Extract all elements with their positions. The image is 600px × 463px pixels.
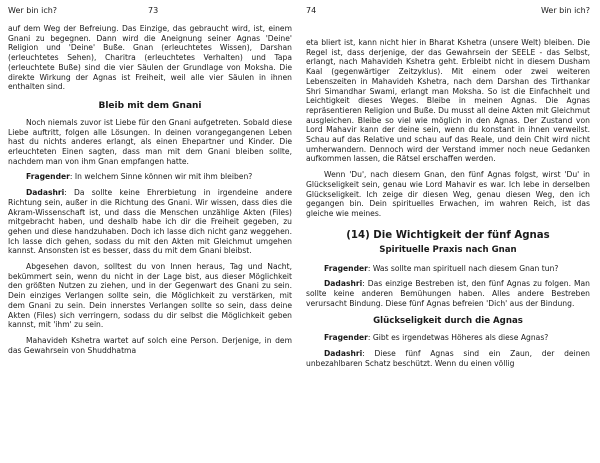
speaker-label: Fragender — [324, 333, 368, 343]
question-paragraph — [306, 333, 590, 343]
answer-paragraph — [306, 349, 590, 368]
section-heading: Spirituelle Praxis nach Gnan — [379, 244, 517, 255]
running-title: Wer bin ich? — [540, 6, 590, 15]
running-title: Wer bin ich? — [8, 6, 58, 15]
answer-text: : Diese fünf Agnas sind ein Zaun, der deinen unbezahlbaren Schatz beschützt. Wenn du einen völlig — [306, 349, 590, 368]
answer-text: : Das einzige Bestreben ist, den fünf Agnas zu folgen. Man sollte keine anderen Bemühungen haben. Alles andere Bestreben verursacht Bindung. Diese fünf Agnas befreien 'Dich' aus der Bindung. — [306, 279, 590, 308]
question-text: : Gibt es irgendetwas Höheres als diese Agnas? — [367, 333, 549, 343]
page-number: 74 — [306, 6, 317, 15]
speaker-label: Dadashri — [324, 349, 363, 359]
question-paragraph — [8, 172, 292, 182]
paragraph: Wenn 'Du', nach diesem Gnan, den fünf Agnas folgst, wirst 'Du' in Glückseligkeit sein, genau wie Lord Mahavir es war. Ich lebe in derselben Glückseligkeit. Ich zeige dir diesen Weg, genau diesen Weg, den ich gegangen bin. Dein spirituelles Erwachen, im wahren Reich, ist das gleiche wie meines. — [306, 170, 590, 218]
section-heading: Bleib mit dem Gnani — [98, 100, 202, 111]
question-text: : In welchem Sinne können wir mit ihm bleiben? — [69, 172, 253, 182]
speaker-label: Fragender — [26, 172, 70, 182]
right-page-body — [306, 38, 590, 369]
question-text: : Was sollte man spirituell nach diesem Gnan tun? — [367, 263, 559, 273]
page-number: 73 — [148, 6, 159, 15]
paragraph: eta bliert ist, kann nicht hier in Bharat Kshetra (unsere Welt) bleiben. Die Regel ist, dass derjenige, der das Gewahrsein der SEELE - das Selbst, erlangt, nach Mahavideh Kshetra geht. Erbleibt nicht in diesem Dusham Kaal (gegenwärtiger Zeitzyklus). Mit einem oder zwei weiteren Lebenszeiten in Mahavideh Kshetra, nach dem Darshan des Tirthankar Shri Simandhar Swami, erlangt man Moksha. So ist die Einfachheit und Leichtigkeit dieses Weges. Bleibe in meinen Agnas. Die Agnas repräsentieren Religion und Buße. Du musst all deine Akten mit Gleichmut ausgleichen. Bleibe so viel wie möglich in den Agnas. Der Zustand von Lord Mahavir kann der deine sein, wenn du konstant in ihnen verweilst. Schau auf das Relative und schau auf das Reale, und dein Chit wird nicht umherwandern. Dennoch wird der Verstand immer noch neue Gedanken aufkommen lassen, die Rätsel erschaffen werden. — [306, 38, 590, 164]
left-page-body — [8, 24, 292, 355]
speaker-label: Dadashri — [324, 279, 363, 289]
question-paragraph — [306, 264, 590, 274]
paragraph: Abgesehen davon, solltest du von Innen heraus, Tag und Nacht, bekümmert sein, wenn du nicht in der Lage bist, aus dieser Möglichkeit den größten Nutzen zu ziehen, und in der Gegenwart des Gnani zu sein. Dein einziges Verlangen sollte sein, die Möglichkeit zu verstärken, mit dem Gnani zu sein. Dein innerstes Verlangen sollte so sein, dass deine Akten (Files) sich verringern, sodass du dir selbst die Möglichkeit geben kannst, mit 'ihm' zu sein. — [8, 262, 292, 330]
section-heading: Glückseligkeit durch die Agnas — [373, 316, 523, 327]
answer-paragraph — [8, 188, 292, 256]
paragraph: auf dem Weg der Befreiung. Das Einzige, das gebraucht wird, ist, einem Gnani zu begegnen. Dann wird die Aneignung seiner Agnas 'Deine' Religion und 'Deine' Buße. Gnan (erleuchtetes Wissen), Darshan (erleuchtetes Sehen), Charitra (erleuchtetes Verhalten) und Tapa (erleuchtete Buße) sind die vier Säulen der Grundlage von Moksha. Die direkte Wirkung der Agnas ist Freiheit, weil alle vier Säulen in ihnen enthalten sind. — [8, 24, 292, 92]
speaker-label: Fragender — [324, 263, 368, 273]
speaker-label: Dadashri — [26, 188, 65, 198]
right-page — [306, 0, 590, 463]
paragraph: Noch niemals zuvor ist Liebe für den Gnani aufgetreten. Sobald diese Liebe auftritt, folgen alle Lösungen. In deinen vorangegangenen Leben hast du nichts anderes erlangt, als einen Ehepartner und Kinder. Die erleuchteten Einen sagten, dass man mit dem Gnani bleiben sollte, nachdem man von ihm Gnan empfangen hatte. — [8, 117, 292, 166]
paragraph: Mahavideh Kshetra wartet auf solch eine Person. Derjenige, in dem das Gewahrsein von Shuddhatma — [8, 335, 292, 355]
answer-paragraph — [306, 279, 590, 308]
answer-text: : Da sollte keine Ehrerbietung in irgendeine andere Richtung sein, außer in die Richtung des Gnani. Wir wissen, dass dies die Akram-Wissenschaft ist, und dass die Menschen unzählige Akten (Files) mitgebracht haben, und deshalb habe ich dir die Freiheit gegeben, zu gehen und diese handzuhaben. Doch ich lasse dich nicht ganz weggehen. Ich lasse dich gehen, sodass du mit den Akten mit Gleichmut umgehen kannst. Ansonsten ist es besser, dass du mit dem Gnani bleibst. — [8, 188, 292, 256]
left-page — [8, 0, 292, 463]
chapter-heading: (14) Die Wichtigkeit der fünf Agnas — [346, 229, 550, 241]
